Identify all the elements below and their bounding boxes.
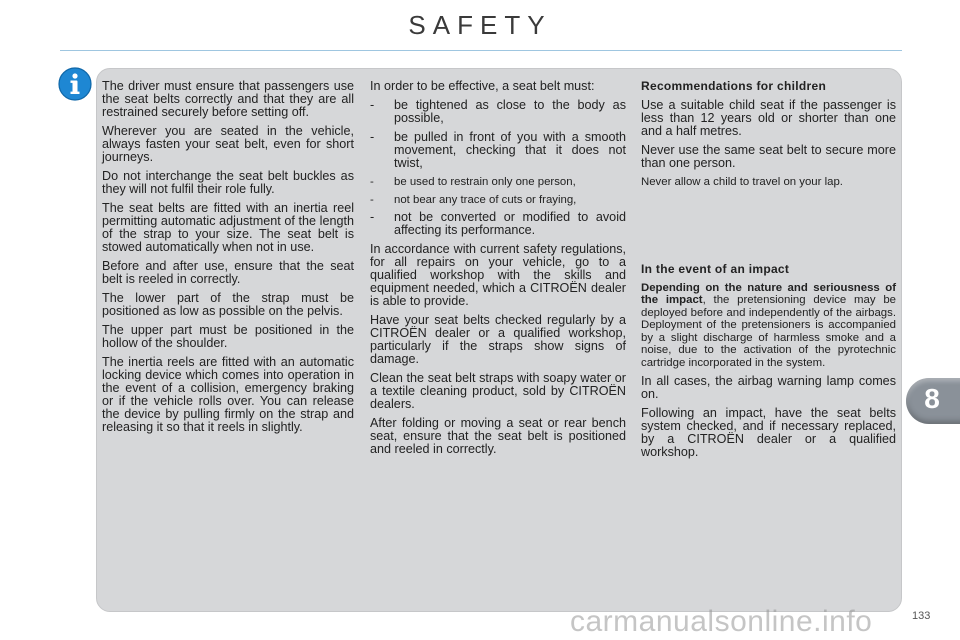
paragraph: The seat belts are fitted with an inertia reel permitting automatic adjustment of the length of the strap to your size. The seat belt is stowed automatically when not in use. [102,201,354,254]
paragraph: The inertia reels are fitted with an automatic locking device which comes into operation in the event of a collision, emergency braking or if the vehicle rolls over. You can release the device by pulling firmly on the strap and releasing it so that it reels in slightly. [102,355,354,434]
paragraph: The lower part of the strap must be positioned as low as possible on the pelvis. [102,291,354,318]
paragraph: In all cases, the airbag warning lamp comes on. [641,374,896,401]
dash-bullet: - [370,193,374,206]
info-icon [57,66,93,102]
column-2 [370,80,626,462]
column-1 [102,80,354,440]
impact-lead-rest: , the pretensioning device may be deployed before and independently of the airbags. Deployment of the pretensioners is accompanied by a slight discharge of harmless smoke and a noise, due to the activation of the pyrotechnic cartridge incorporated in the system. [641,294,896,369]
paragraph: The upper part must be positioned in the hollow of the shoulder. [102,323,354,350]
list-item [370,176,626,189]
dash-bullet: - [370,176,374,188]
list-item-text: not be converted or modified to avoid affecting its performance. [394,210,626,237]
page-number: 133 [912,610,931,622]
dash-bullet: - [370,210,375,224]
page-title: SAFETY [408,10,552,40]
list-item [370,211,626,237]
paragraph: In accordance with current safety regulations, for all repairs on your vehicle, go to a qualified workshop with the skills and equipment needed, which a CITROËN dealer is able to provide. [370,242,626,308]
watermark: carmanualsonline.info [570,605,873,638]
spacer [641,195,896,263]
paragraph: Have your seat belts checked regularly by a CITROËN dealer or a qualified workshop, particularly if the straps show signs of damage. [370,313,626,366]
title-divider [60,50,902,51]
paragraph: Wherever you are seated in the vehicle, always fasten your seat belt, even for short journeys. [102,124,354,164]
list-item-text: be pulled in front of you with a smooth movement, checking that it does not twist, [394,130,626,170]
paragraph: Do not interchange the seat belt buckles as they will not fulfil their role fully. [102,169,354,196]
list-item [370,131,626,170]
paragraph: Before and after use, ensure that the seat belt is reeled in correctly. [102,259,354,286]
chapter-tab[interactable] [906,378,960,424]
paragraph: After folding or moving a seat or rear bench seat, ensure that the seat belt is positioned and reeled in correctly. [370,416,626,456]
chapter-number: 8 [924,383,940,414]
list-item-text: be tightened as close to the body as possible, [394,98,626,125]
paragraph: Never allow a child to travel on your lap. [641,176,843,188]
dash-bullet: - [370,130,375,144]
paragraph: Never use the same seat belt to secure more than one person. [641,143,896,170]
list-item [370,99,626,125]
impact-heading: In the event of an impact [641,261,790,276]
children-heading: Recommendations for children [641,79,827,93]
list-item [370,194,626,207]
impact-lead-bold: Depending on the nature and seriousness of the impact [641,281,896,306]
paragraph: The driver must ensure that passengers use the seat belts correctly and that they are all restrained securely before setting off. [102,79,354,119]
list-intro: In order to be effective, a seat belt must: [370,79,595,93]
paragraph: Clean the seat belt straps with soapy water or a textile cleaning product, sold by CITROËN dealers. [370,371,626,411]
impact-lead-paragraph [641,282,896,370]
paragraph: Following an impact, have the seat belts system checked, and if necessary replaced, by a CITROËN dealer or a qualified workshop. [641,406,896,459]
column-3 [641,80,896,465]
paragraph: Use a suitable child seat if the passenger is less than 12 years old or shorter than one and a half metres. [641,98,896,138]
list-item-text: not bear any trace of cuts or fraying, [394,193,577,206]
dash-bullet: - [370,98,375,112]
list-item-text: be used to restrain only one person, [394,176,576,188]
